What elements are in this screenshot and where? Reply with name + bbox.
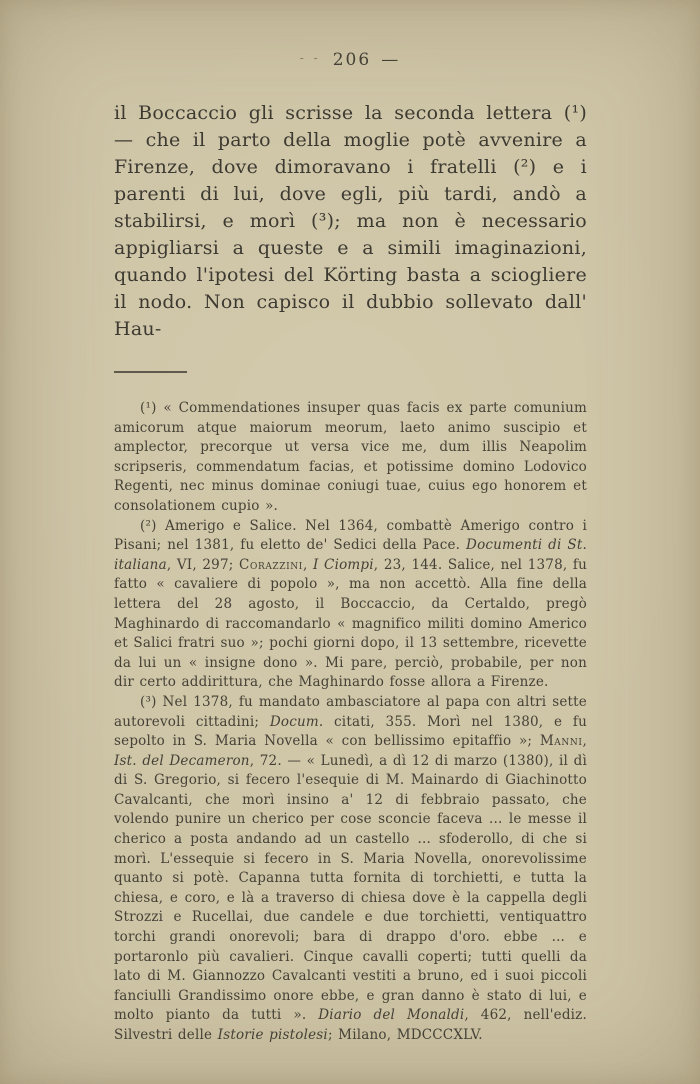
footnote-text-segment: (²) Amerigo e Salice. Nel 1364, combattè Amerigo contro i Pisani; nel 1381, fu eletto de' Sedici della Pace. [114,517,587,554]
footnote-text-segment: Ist. del Decameron [114,752,250,769]
footnote-text-segment: I Ciompi [312,556,374,573]
text-column [114,100,587,1046]
footnote-2 [114,517,587,693]
footnote-text-segment: ; Milano, MDCCCXLV. [327,1027,483,1043]
page-number-dash-right: — [381,50,401,70]
footnote-text-segment: , 23, 144. Salice, nel 1378, fu fatto « cavaliere di popolo », ma non accettò. Alla fine della lettera del 28 agosto, il Boccaccio, da Certaldo, pregò Maghinardo di raccomandarlo « magnifico militi domino Americo et Salici fratri suo »; pochi giorni dopo, il 13 settembre, ricevette da lui un « insigne dono ». Mi pare, perciò, probabile, per non dir certo addirittura, che Maghinardo fosse allora a Firenze. [114,556,587,691]
footnote-text-segment: , VI, 297; [166,556,240,573]
footnote-text-segment: Documenti di St. italiana [114,537,587,573]
footnote-text-segment: Diario del Monaldi [318,1007,465,1024]
footnote-text-segment: (¹) « Commendationes insuper quas facis ex parte comunium amicorum atque maiorum meorum, laeto animo suscipio et amplector, precorque ut versa vice me, dum illis Neapolim scripseris, commendatum facias, et potissime domino Lodovico Regenti, nec minus dominae coniugi tuae, cuius ego honorem et consolationem cupio ». [114,400,587,514]
footnote-text-segment: Istorie pistolesi [217,1027,328,1043]
footnote-text-segment: citati, 355. Morì nel 1380, e fu sepolto in S. Maria Novella « con bellissimo epitaffio »; [114,713,587,750]
footnote-text-segment: Docum. [269,713,324,730]
footnote-text-segment: Corazzini [239,556,303,573]
footnote-1 [114,399,587,517]
footnote-text-segment: , [302,556,313,573]
main-text-paragraph: il Boccaccio gli scrisse la seconda lettera (¹) — che il parto della moglie potè avvenire a Firenze, dove dimoravano i fratelli (²) e i parenti di lui, dove egli, più tardi, andò a stabilirsi, e morì (³); ma non è necessario appigliarsi a queste e a simili imaginazioni, quando l'ipotesi del Körting basta a sciogliere il nodo. Non capisco il dubbio sollevato dall' Hau- [114,102,587,340]
running-head [0,0,700,70]
footnote-text-segment: , 462, nell'ediz. Silvestri delle [114,1007,587,1043]
footnote-text-segment: , 72. — « Lunedì, a dì 12 di marzo (1380), il dì di S. Gregorio, si fecero l'esequie di M. Mainardo di Giachinotto Cavalcanti, che morì insino a' 12 di febbraio passato, che volendo punire un cherico per cose sconcie faceva ... le messe il cherico a posta andando ad un castello ... sfoderollo, di che si morì. L'essequie si fecero in S. Maria Novella, onorevolissime quanto si potè. Capanna tutta fornita di torchietti, e tutta la chiesa, e coro, e là a traverso di chiesa dove è la cappella degli Strozzi e Rucellai, due candele e due torchietti, ventiquattro torchi grandi onorevoli; bara di drappo d'oro. ebbe ... e portaronlo più cavalieri. Cinque cavalli coperti; tutti quelli da lato di M. Giannozzo Cavalcanti vestiti a bruno, ed i suoi piccoli fanciulli Grandissimo onore ebbe, e gran danno è stato di lui, e molto pianto da tutti ». [114,752,587,1024]
page-number: 206 [332,50,372,70]
footnote-3 [114,693,587,1046]
footnote-text-segment: , [582,733,587,750]
footnotes-section [114,399,587,1046]
footnote-text-segment: (³) Nel 1378, fu mandato ambasciatore al papa con altri sette autorevoli cittadini; [114,693,587,730]
page-number-dashes-left: - - [299,51,321,65]
footnote-text-segment: Manni [539,733,583,750]
footnote-separator-rule [114,371,187,373]
